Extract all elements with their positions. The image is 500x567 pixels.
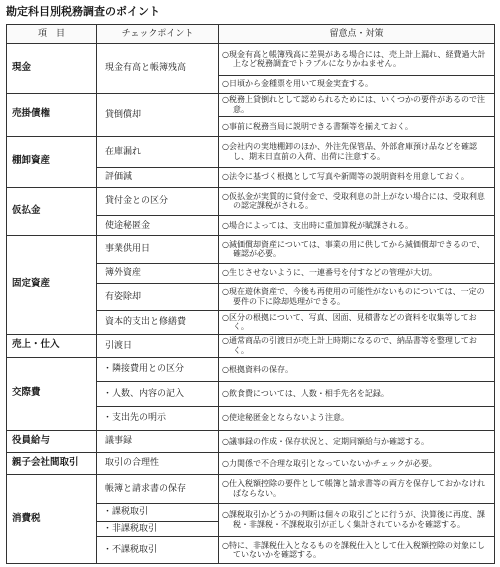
note-cell: ○力関係で不合理な取引となっていないかチェックが必要。 [219,452,495,474]
note-cell: ○減価償却資産については、事業の用に供してから減価償却できるので、確認が必要。 [219,236,495,263]
note-cell: ○会社内の実地棚卸のほか、外注先保管品、外部倉庫預け品などを確認し、期末日直前の入荷、出荷に注意する。 [219,137,495,168]
note-cell: ○区分の根拠について、写真、図面、見積書などの資料を収集等しておく。 [219,311,495,334]
category-cell: 消費税 [7,475,97,564]
category-cell: 交際費 [7,358,97,431]
note-cell: ○根拠資料の保存。 [219,358,495,382]
check-point-cell: 使途秘匿金 [97,216,219,236]
note-cell: ○事前に税務当局に説明できる書類等を揃えておく。 [219,117,495,137]
note-cell: ○課税取引かどうかの判断は個々の取引ごとに行うが、決算後に再度、課税・非課税・不課税取引が正しく集計されているかを確認する。 [219,503,495,537]
note-cell: ○現在遊休資産で、今後も再使用の可能性がないものについては、一定の要件の下に除却処理ができる。 [219,283,495,310]
table-row [7,137,495,168]
check-point-cell: 評価減 [97,167,219,187]
header-item: 項 目 [7,25,97,44]
check-point-cell: 貸倒償却 [97,93,219,136]
note-cell: ○生じさせないように、一連番号を付すなどの管理が大切。 [219,263,495,283]
check-point-cell: 在庫漏れ [97,137,219,168]
table-row [7,236,495,263]
note-cell: ○日頃から金種票を用いて現金実査する。 [219,75,495,93]
check-point-cell: 資本的支出と修繕費 [97,311,219,334]
check-point-cell: ・隣接費用との区分 [97,358,219,382]
check-point-cell: 事業供用日 [97,236,219,263]
table-row [7,187,495,216]
check-point-cell: ・支出先の明示 [97,406,219,430]
table-row [7,430,495,452]
tax-audit-points-table [6,24,495,564]
check-point-cell: ・人数、内容の記入 [97,382,219,406]
tax-audit-points-table-wrapper [6,24,494,564]
table-row [7,334,495,357]
table-row [7,93,495,116]
category-cell: 固定資産 [7,236,97,334]
table-row [7,452,495,474]
table-row [7,44,495,76]
table-row [7,475,495,504]
category-cell: 棚卸資産 [7,137,97,188]
note-cell: ○税務上貸倒れとして認められるためには、いくつかの要件があるので注意。 [219,93,495,116]
check-point-cell: 貸付金との区分 [97,187,219,216]
category-cell: 親子会社間取引 [7,452,97,474]
category-cell: 売掛債権 [7,93,97,136]
note-cell: ○飲食費については、人数・相手先名を記録。 [219,382,495,406]
header-check-point: チェックポイント [97,25,219,44]
category-cell: 役員給与 [7,430,97,452]
note-cell: ○議事録の作成・保存状況と、定期同額給与か確認する。 [219,430,495,452]
note-cell: ○仕入税額控除の要件として帳簿と請求書等の両方を保存しておかなければならない。 [219,475,495,504]
table-header-row [7,25,495,44]
table-row [7,358,495,382]
check-point-cell: ・非課税取引 [97,521,219,537]
category-cell: 売上・仕入 [7,334,97,357]
document-title: 勘定科目別税務調査のポイント [6,5,160,18]
check-point-cell: 取引の合理性 [97,452,219,474]
category-cell: 現金 [7,44,97,94]
check-point-cell: 現金有高と帳簿残高 [97,44,219,94]
check-point-cell: 簿外資産 [97,263,219,283]
note-cell: ○特に、非課税仕入となるものを課税仕入として仕入税額控除の対象にしていないかを確認する。 [219,537,495,564]
check-point-cell: 有姿除却 [97,283,219,310]
note-cell: ○仮払金が実質的に貸付金で、受取利息の計上がない場合には、受取利息の認定課税がされる。 [219,187,495,216]
check-point-cell: 帳簿と請求書の保存 [97,475,219,504]
note-cell: ○通常商品の引渡日が売上計上時期になるので、納品書等を整理しておく。 [219,334,495,357]
category-cell: 仮払金 [7,187,97,236]
note-cell: ○法令に基づく根拠として写真や新聞等の説明資料を用意しておく。 [219,167,495,187]
check-point-cell: 引渡日 [97,334,219,357]
note-cell: ○現金有高と帳簿残高に差異がある場合には、売上計上漏れ、経費過大計上など税務調査でトラブルになりかねません。 [219,44,495,76]
check-point-cell: ・課税取引 [97,503,219,521]
note-cell: ○使途秘匿金とならないよう注意。 [219,406,495,430]
note-cell: ○場合によっては、支出時に重加算税が賦課される。 [219,216,495,236]
check-point-cell: ・不課税取引 [97,537,219,564]
header-notes: 留意点・対策 [219,25,495,44]
check-point-cell: 議事録 [97,430,219,452]
